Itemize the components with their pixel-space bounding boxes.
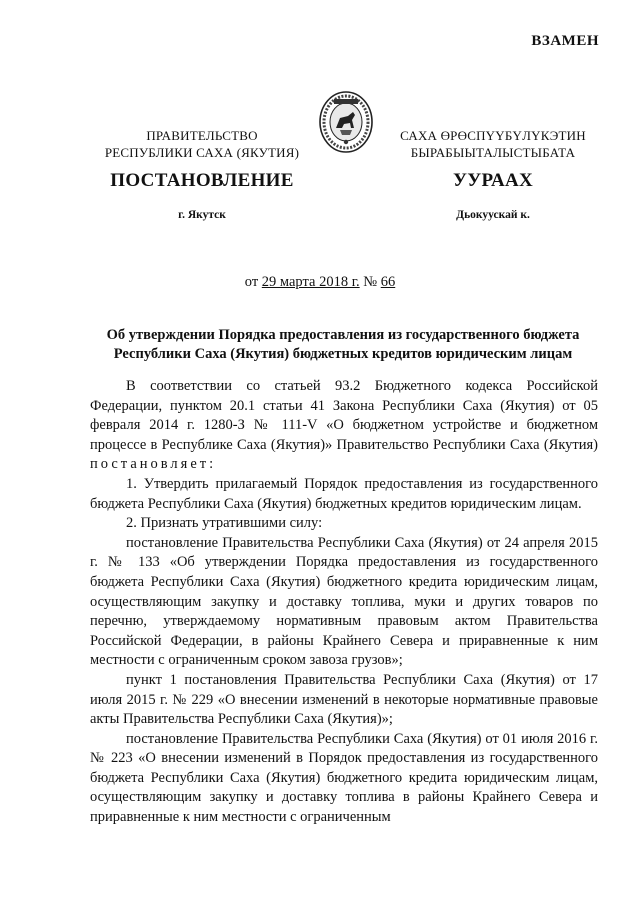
paragraph-repealed-1: постановление Правительства Республики Саха (Якутия) от 24 апреля 2015 г. № 133 «Об утверждении Порядка предоставления из государственного бюджета Республики Саха (Якутия) бюджетного кредита юридическим лицам, осуществляющим закупку и доставку топлива, муки и других товаров по перечню, утверждаемому нормативным правовым актом Правительства Российской Федерации, в районы Крайнего Севера и приравненные к ним местности с ограниченным сроком завоза грузов»;	[90, 534, 598, 669]
doc-type-title-sah: УУРААХ	[452, 170, 534, 191]
document-number: 66	[380, 274, 396, 290]
header-left	[90, 127, 314, 161]
doc-type-title-ru: ПОСТАНОВЛЕНИЕ	[110, 170, 294, 191]
header-right-line1: САХА ӨРӨСПҮҮБҮЛҮКЭТИН	[400, 128, 586, 143]
document-date: 29 марта 2018 г.	[261, 274, 360, 290]
header-left-line2: РЕСПУБЛИКИ САХА (ЯКУТИЯ)	[104, 145, 300, 160]
paragraph-item-1: 1. Утвердить прилагаемый Порядок предоставления из государственного бюджета Республики Саха (Якутия) бюджетных кредитов юридическим лицам.	[90, 475, 598, 512]
preamble-text: В соответствии со статьей 93.2 Бюджетного кодекса Российской Федерации, пунктом 20.1 статьи 41 Закона Республики Саха (Якутия) от 05 февраля 2014 г. 1280-З № 111-V «О бюджетном устройстве и бюджетном процессе в Республике Саха (Якутия)» Правительство Республики Саха (Якутия)	[90, 378, 598, 453]
document-title	[88, 326, 598, 364]
emblem-svg	[318, 90, 374, 154]
dateline-prefix: от	[244, 274, 262, 290]
city-sah: Дьокуускай к.	[456, 209, 530, 221]
header-right	[388, 127, 598, 161]
paragraph-preamble	[90, 377, 598, 475]
stamp-label: ВЗАМЕН	[531, 33, 599, 49]
document-title-line1: Об утверждении Порядка предоставления из государственного бюджета	[106, 327, 580, 343]
decree-word: постановляет:	[90, 456, 217, 473]
number-prefix: №	[359, 274, 381, 290]
document-title-line2: Республики Саха (Якутия) бюджетных кредитов юридическим лицам	[113, 346, 573, 362]
document-body	[90, 377, 598, 828]
city-ru: г. Якутск	[178, 209, 226, 221]
paragraph-item-2: 2. Признать утратившими силу:	[126, 515, 323, 532]
header-left-line1: ПРАВИТЕЛЬСТВО	[146, 128, 258, 143]
header-right-line2: БЫРАБЫЫТАЛЫСТЫБАТА	[410, 145, 576, 160]
paragraph-repealed-2: пункт 1 постановления Правительства Республики Саха (Якутия) от 17 июля 2015 г. № 229 «О внесении изменений в некоторые нормативные правовые акты Правительства Республики Саха (Якутия)»;	[90, 671, 598, 728]
dateline	[0, 274, 640, 291]
paragraph-repealed-3: постановление Правительства Республики Саха (Якутия) от 01 июля 2016 г. № 223 «О внесении изменений в Порядок предоставления из государственного бюджета Республики Саха (Якутия) бюджетного кредита юридическим лицам, осуществляющим закупку и доставку топлива в районы Крайнего Севера и приравненные к ним местности с ограниченным	[90, 730, 598, 826]
coat-of-arms-emblem-icon	[318, 90, 374, 154]
